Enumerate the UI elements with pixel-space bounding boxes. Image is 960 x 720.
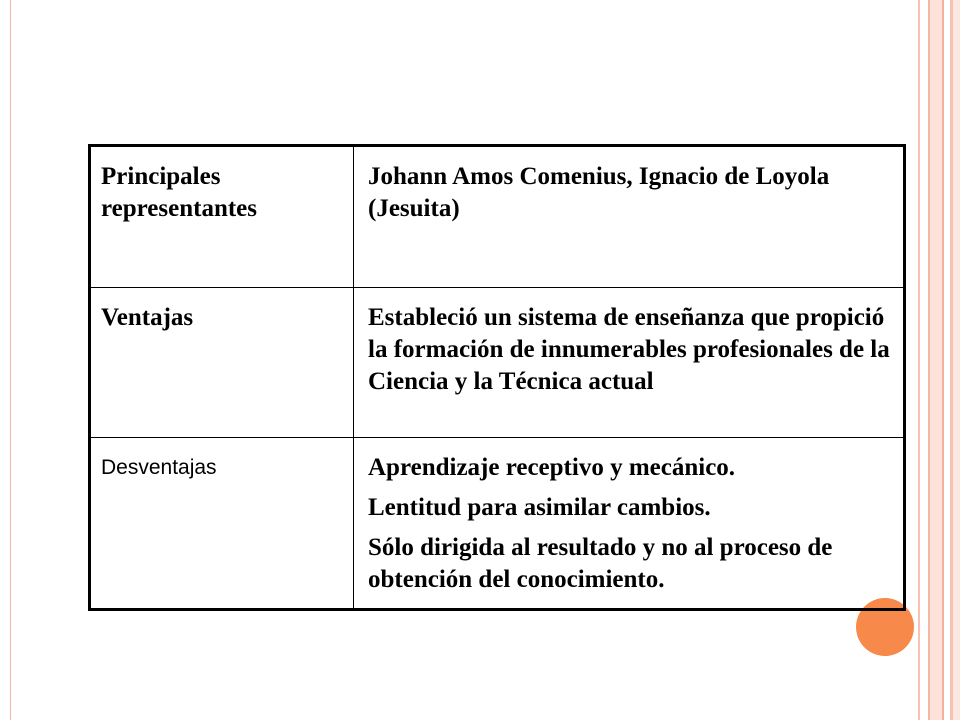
row-value-representantes: Johann Amos Comenius, Ignacio de Loyola (Jesuita) (368, 163, 830, 222)
desventajas-list (354, 438, 903, 596)
row-label-representantes: Principales representantes (101, 163, 257, 222)
table-row (90, 146, 905, 288)
label-cell (90, 288, 354, 438)
row-value-ventajas: Estableció un sistema de enseñanza que propició la formación de innumerables profesionales de la Ciencia y la Técnica actual (368, 304, 890, 395)
desventaja-item-3: Sólo dirigida al resultado y no al proceso de obtención del conocimiento. (368, 534, 833, 593)
desventaja-item-1: Aprendizaje receptivo y mecánico. (368, 454, 736, 481)
row-label-desventajas: Desventajas (101, 456, 217, 479)
left-frame-border (0, 0, 11, 720)
table-row (90, 438, 905, 610)
desventaja-item-2: Lentitud para asimilar cambios. (368, 494, 711, 521)
table-row (90, 288, 905, 438)
value-cell (354, 288, 905, 438)
label-cell (90, 146, 354, 288)
right-decorative-stripes (916, 0, 960, 720)
row-label-ventajas: Ventajas (101, 304, 194, 331)
value-cell (354, 438, 905, 610)
comparison-table (88, 144, 906, 611)
label-cell (90, 438, 354, 610)
value-cell (354, 146, 905, 288)
